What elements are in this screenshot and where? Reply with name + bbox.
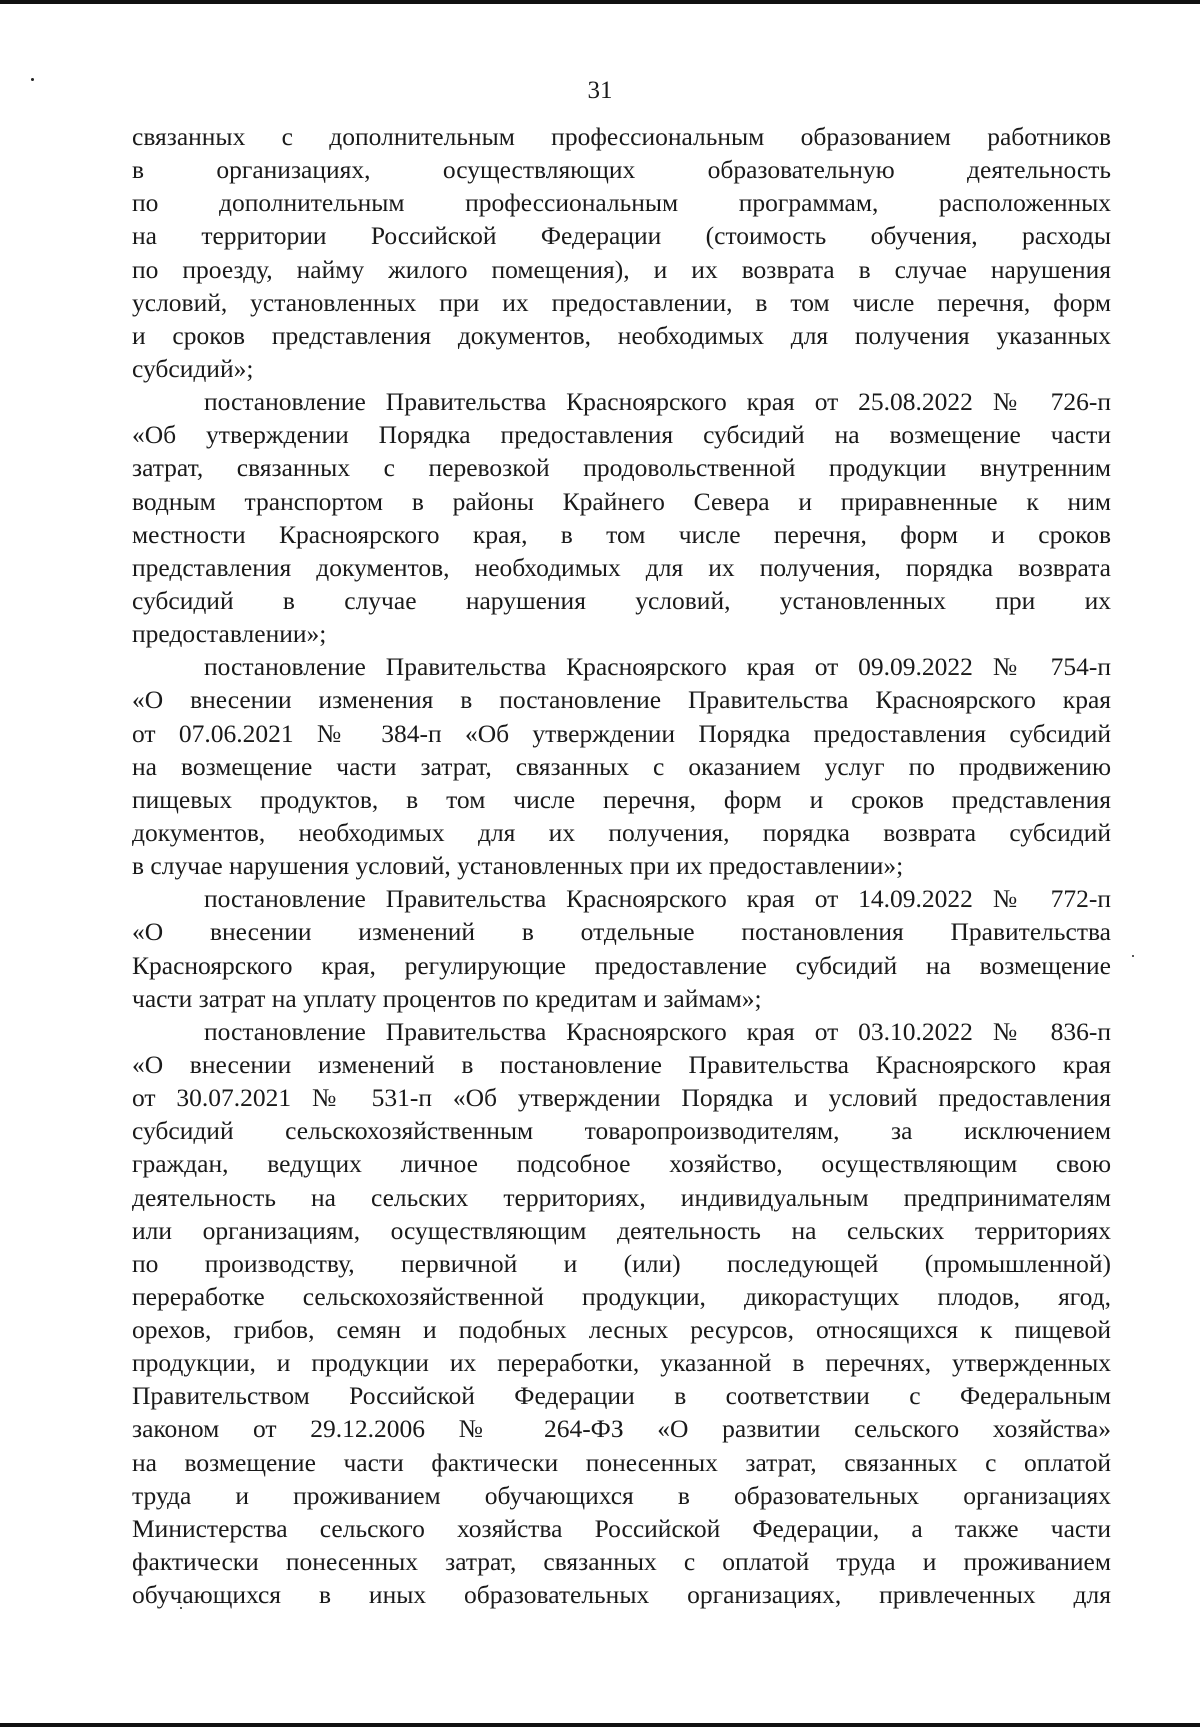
text-line: или организациям, осуществляющим деятельность на сельских территориях [132, 1215, 1111, 1245]
text-line: части затрат на уплату процентов по кредитам и займам»; [132, 983, 762, 1013]
text-line: в случае нарушения условий, установленных при их предоставлении»; [132, 851, 904, 881]
text-line: затрат, связанных с перевозкой продовольственной продукции внутренним [132, 453, 1111, 483]
text-line: по производству, первичной и (или) последующей (промышленной) [132, 1248, 1111, 1278]
text-line: субсидий»; [132, 353, 254, 383]
text-line: и сроков представления документов, необходимых для получения указанных [132, 320, 1111, 350]
text-line: субсидий сельскохозяйственным товаропроизводителям, за исключением [132, 1116, 1111, 1146]
document-body [132, 120, 1111, 1611]
scan-speck [1132, 955, 1134, 957]
text-line: переработке сельскохозяйственной продукции, дикорастущих плодов, ягод, [132, 1281, 1111, 1311]
text-line: условий, установленных при их предоставлении, в том числе перечня, форм [132, 287, 1111, 317]
text-line: «Об утверждении Порядка предоставления субсидий на возмещение части [132, 420, 1111, 450]
text-line: на возмещение части затрат, связанных с оказанием услуг по продвижению [132, 751, 1111, 781]
text-line: на территории Российской Федерации (стоимость обучения, расходы [132, 221, 1111, 251]
paragraph-first-line: постановление Правительства Красноярского края от 25.08.2022 № 726-п [204, 387, 1111, 417]
scan-edge-bottom [0, 1723, 1200, 1727]
text-line: местности Красноярского края, в том числе перечня, форм и сроков [132, 519, 1111, 549]
text-line: по дополнительным профессиональным программам, расположенных [132, 188, 1111, 218]
text-line: «О внесении изменения в постановление Правительства Красноярского края [132, 685, 1111, 715]
text-line: пищевых продуктов, в том числе перечня, форм и сроков представления [132, 784, 1111, 814]
text-line: от 30.07.2021 № 531-п «Об утверждении Порядка и условий предоставления [132, 1083, 1111, 1113]
paragraph-first-line: постановление Правительства Красноярского края от 03.10.2022 № 836-п [204, 1016, 1111, 1046]
text-line: Красноярского края, регулирующие предоставление субсидий на возмещение [132, 950, 1111, 980]
text-line: в организациях, осуществляющих образовательную деятельность [132, 155, 1111, 185]
text-line: труда и проживанием обучающихся в образовательных организациях [132, 1480, 1111, 1510]
paragraph-first-line: постановление Правительства Красноярского края от 09.09.2022 № 754-п [204, 652, 1111, 682]
text-line: Правительством Российской Федерации в соответствии с Федеральным [132, 1381, 1111, 1411]
text-line: Министерства сельского хозяйства Российской Федерации, а также части [132, 1513, 1111, 1543]
text-line: продукции, и продукции их переработки, указанной в перечнях, утвержденных [132, 1348, 1111, 1378]
text-line: орехов, грибов, семян и подобных лесных ресурсов, относящихся к пищевой [132, 1315, 1111, 1345]
text-line: представления документов, необходимых для их получения, порядка возврата [132, 552, 1111, 582]
page-number: 31 [587, 77, 613, 104]
text-line: деятельность на сельских территориях, индивидуальным предпринимателям [132, 1182, 1111, 1212]
scan-edge-top [0, 0, 1200, 4]
text-line: обучающихся в иных образовательных организациях, привлеченных для [132, 1580, 1111, 1610]
paragraph-first-line: постановление Правительства Красноярского края от 14.09.2022 № 772-п [204, 884, 1111, 914]
text-line: законом от 29.12.2006 № 264-ФЗ «О развитии сельского хозяйства» [132, 1414, 1111, 1444]
text-line: связанных с дополнительным профессиональным образованием работников [132, 122, 1111, 151]
text-line: предоставлении»; [132, 619, 327, 649]
text-line: субсидий в случае нарушения условий, установленных при их [132, 585, 1111, 615]
text-line: от 07.06.2021 № 384-п «Об утверждении Порядка предоставления субсидий [132, 718, 1111, 748]
text-line: «О внесении изменений в отдельные постановления Правительства [132, 917, 1111, 947]
text-line: документов, необходимых для их получения, порядка возврата субсидий [132, 817, 1111, 847]
text-line: фактически понесенных затрат, связанных с оплатой труда и проживанием [132, 1547, 1111, 1577]
text-line: водным транспортом в районы Крайнего Севера и приравненные к ним [132, 486, 1111, 516]
text-line: на возмещение части фактически понесенных затрат, связанных с оплатой [132, 1447, 1111, 1477]
text-line: граждан, ведущих личное подсобное хозяйство, осуществляющим свою [132, 1149, 1111, 1179]
text-line: «О внесении изменений в постановление Правительства Красноярского края [132, 1049, 1111, 1079]
text-line: по проезду, найму жилого помещения), и их возврата в случае нарушения [132, 254, 1111, 284]
